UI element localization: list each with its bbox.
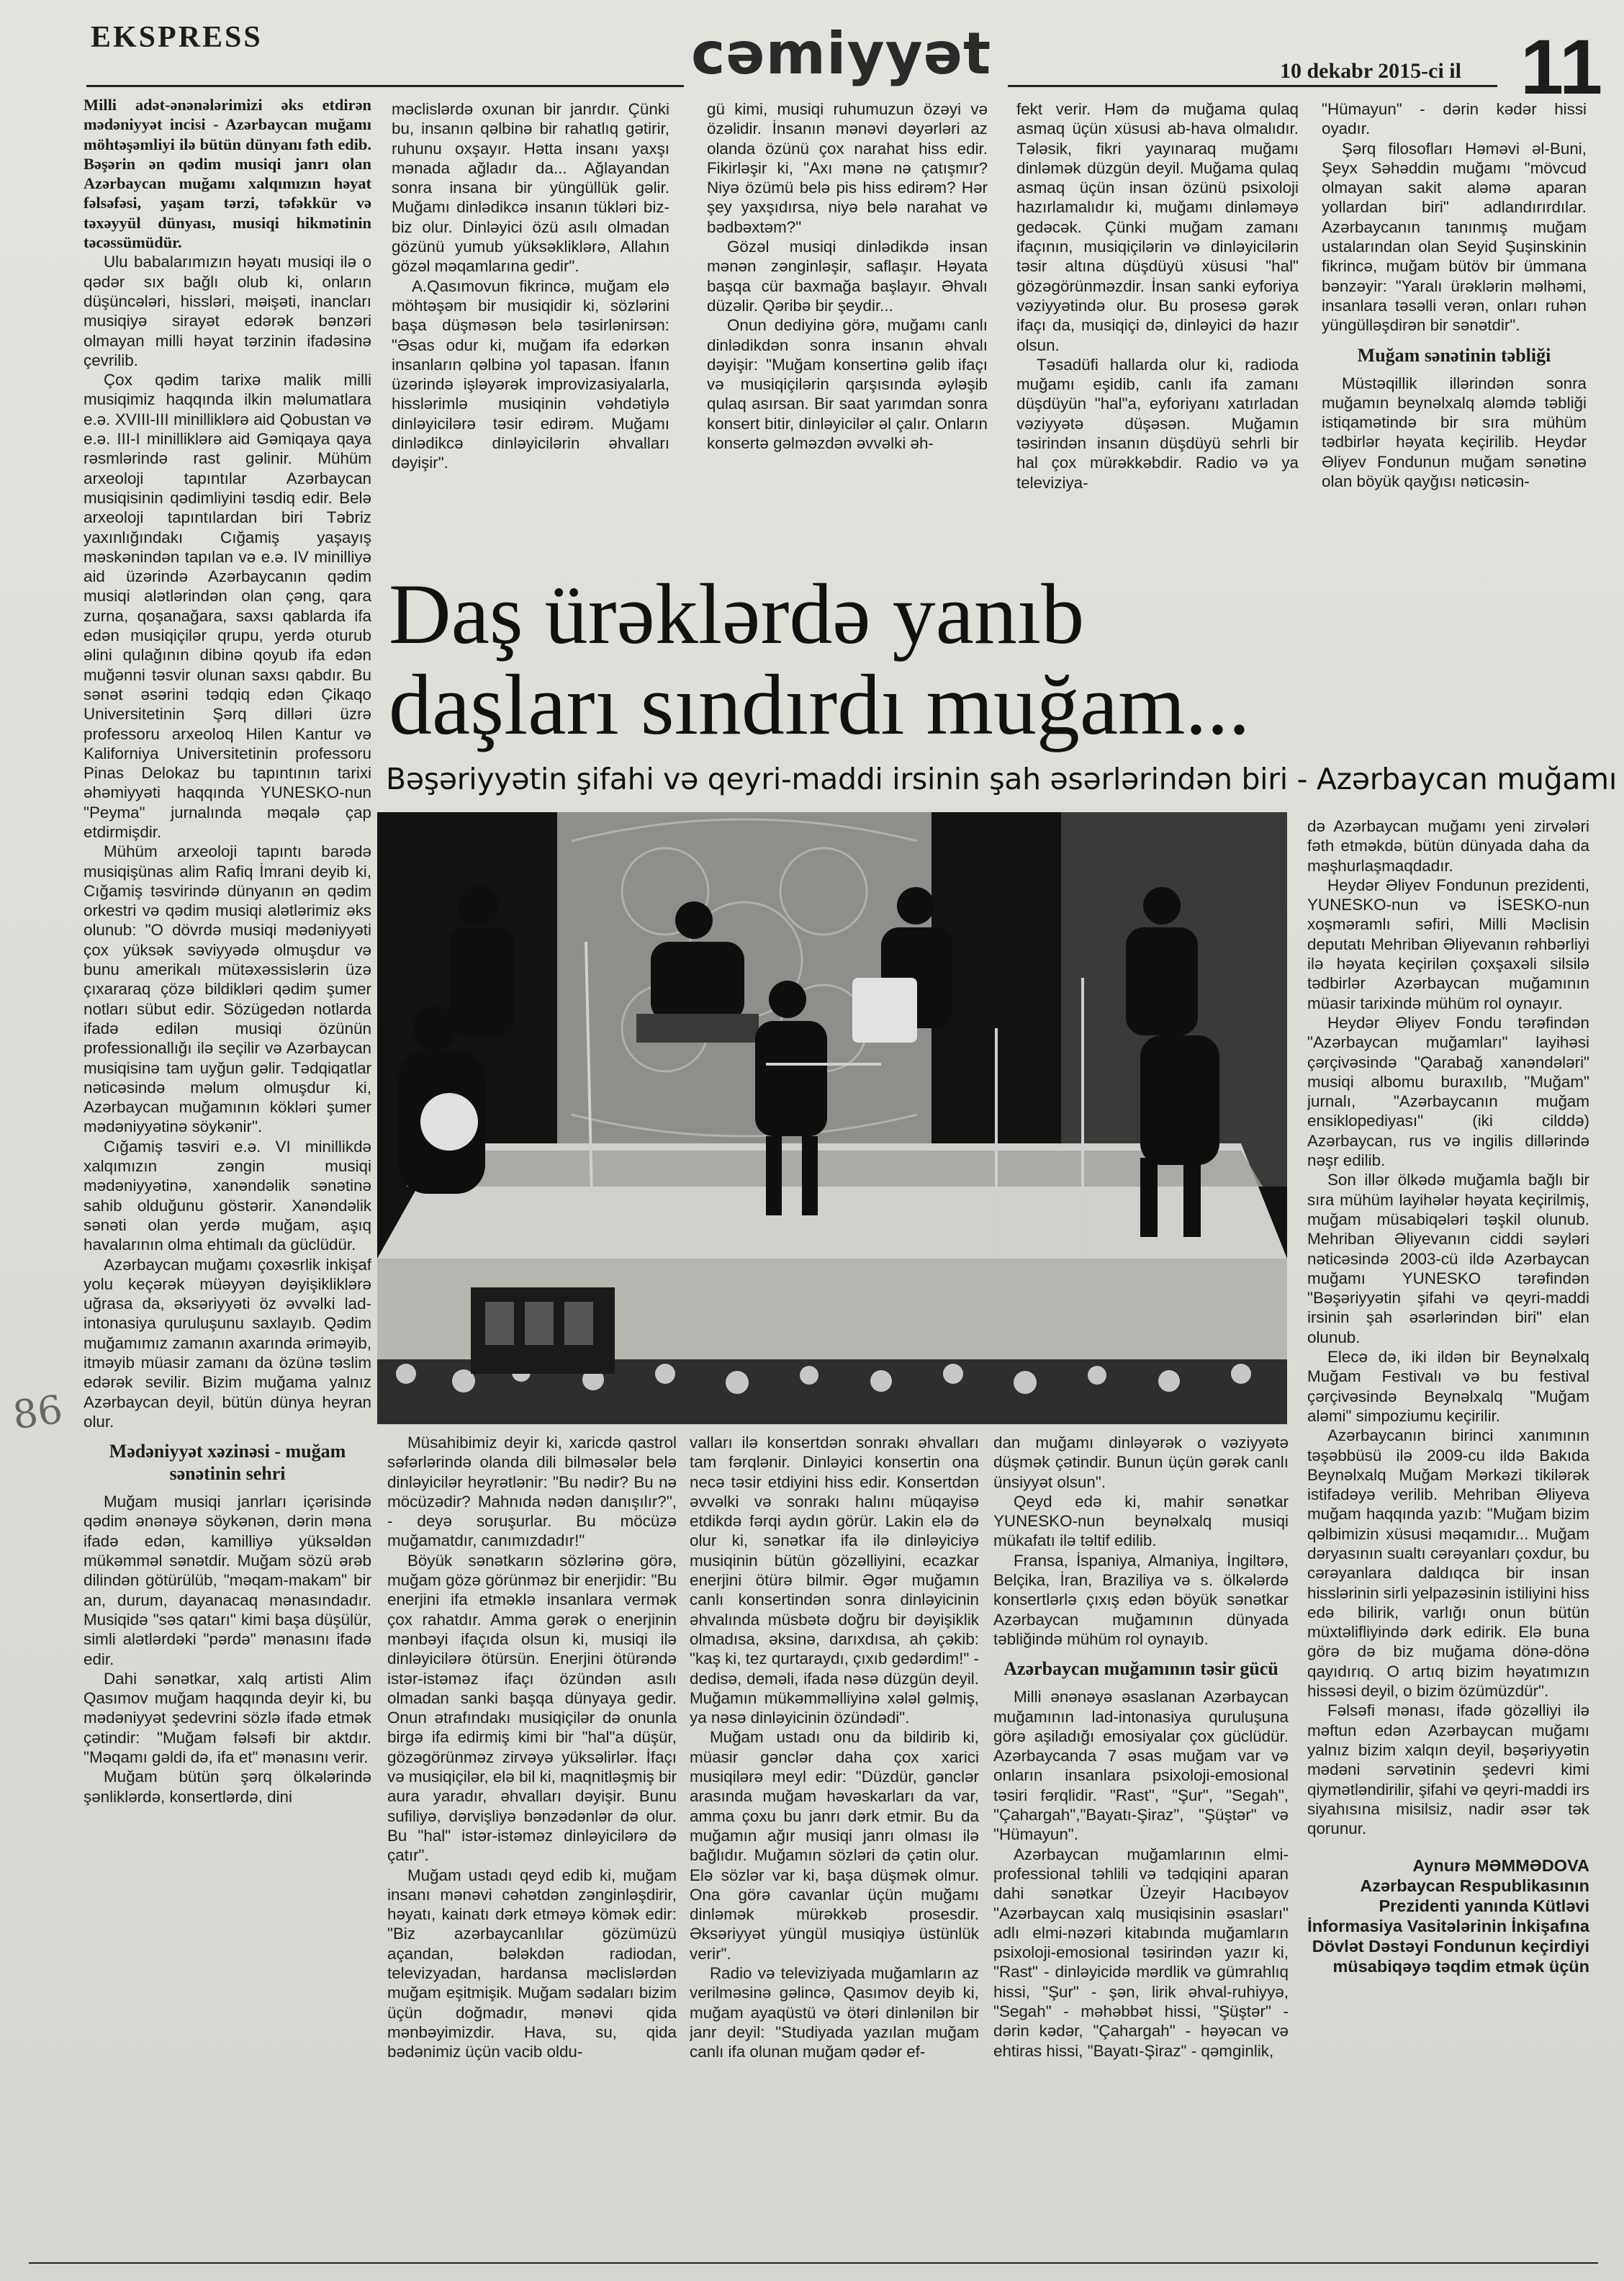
paragraph: Azərbaycanın birinci xanımının təşəbbüsü ilə 2009-cu ildə Bakıda Beynəlxalq Muğam Mərkəzi tikilərək istifadəyə verilib. Mehriban Əliyeva muğam haqqında yazıb: "Muğam bizim qəlbimizin xüsusi məqamıdır... Muğam dəryasının sualtı cərəyanları çoxdur, bu cərəyanlara daldıqca bir insan hisslərinin sirli yelpazəsinin istiliyini hiss edə bilirik, varlığı onun bütün müxtəlifliyində dərk edirik. Elə buna görə də biz muğama dönə-dönə qayıdırıq. O artıq bizim həyatımızın hissəsi deyil, o bizim özümüzdür". xyxy=(1307,1426,1589,1701)
column-5-bottom xyxy=(1307,816,1589,2254)
paragraph: Çox qədim tarixə malik milli musiqimiz haqqında ilkin məlumatlara e.ə. XVIII-III minilliklərə aid Qobustan və e.ə. III-I minilliklərə aid Gəmiqaya qaya rəsmlərində rast gəlinir. Mühüm arxeoloji tapıntılar Azərbaycan musiqisinin qədimliyini təsdiq edir. Belə arxeoloji tapıntılardan biri Təbriz yaxınlığındakı Cığamiş yaşayış məskənindən tapılan və e.ə. IV minilliyə aid üzərində Azərbaycanın qədim musiqi alətlərindən olan çəng, qara zurna, qoşanağara, saxsı qablarda ifa edən musiqiçilər qrupu, yerdə oturub əlini qulağının dibinə qoyub ifa edən muğənni təsvir olunan saxsı qabdır. Bu sənət əsərini tədqiq edən Çikaqo Universitetinin Şərq dilləri üzrə professoru arxeoloq Hilen Kantur və Kaliforniya Universitetinin professoru Pinas Delokaz bu tapıntının tarixi əhəmiyyəti haqqında YUNESKO-nun "Peyma" jurnalında məqalə çap etdirmişdir. xyxy=(84,371,371,841)
column-4-bottom xyxy=(993,1433,1289,2254)
header-rule-right xyxy=(1008,85,1497,87)
paragraph: Radio və televiziyada muğamların az verilməsinə gəlincə, Qasımov deyib ki, muğam ayaqüstü və ötəri dinlənilən bir janr deyil: "Studiyada yazılan muğam canlı ifa olunan muğam qədər ef- xyxy=(690,1964,979,2061)
paragraph: Mühüm arxeoloji tapıntı barədə musiqişünas alim Rafiq İmrani deyib ki, Cığamiş təsvirində dünyanın ən qədim orkestri və qədim musiqi alətlərimiz əks olunub: "O dövrdə musiqi mədəniyyəti çox yüksək səviyyədə olmuşdur və bunu amerikalı mütəxəssislərin üzə çıxararaq çözə bildikləri qədim şumer notları sübut edir. Sözügedən notlarda ifadə edilən musiqi özünün professionallığı ilə seçilir və Azərbaycan musiqisinə tam uyğun gəlir. Tədqiqatlar nəticəsində məlum olmuşdur ki, Azərbaycan muğamının kökləri şumer mədəniyyətinə söykənir". xyxy=(84,842,371,1136)
subheading: Mədəniyyət xəzinəsi - muğam sənətinin sehri xyxy=(109,1441,346,1485)
paragraph: Dahi sənətkar, xalq artisti Alim Qasımov muğam haqqında deyir ki, bu mədəniyyət şedevrini sözlə ifadə etmək çətindir: "Muğam fəlsəfi bir aktdır. "Məqamı gəldi də, ifa et" mənasını verir. xyxy=(84,1669,371,1767)
paragraph: məclislərdə oxunan bir janrdır. Çünki bu, insanın qəlbinə bir rahatlıq gətirir, ruhunu oxşayır. Həttа insanı yaxşı mənada ağladır da... Ağlayandan sonra insana bir yüngüllük gəlir. Muğamı dinlədikcə insanın tükləri biz-biz olur. Dinləyici özü asılı olmadan gözünü yumub yüksəkliklərə, Allahın gözəl məqamlarına gedir". xyxy=(392,100,669,276)
col1-body-2 xyxy=(84,1492,371,1807)
page-number: 11 xyxy=(1520,23,1603,110)
paragraph: Fransa, İspaniya, Almaniya, İngiltərə, Belçika, İran, Braziliya və s. ölkələrdə konsertlərlə çıxış edən böyük sənətkar Azərbaycan muğamının dünyada təbliğində mühüm rol oynayıb. xyxy=(993,1551,1289,1648)
paragraph: Müsahibimiz deyir ki, xaricdə qastrol səfərlərində olanda dili bilməsələr belə dinləyicilər heyrətlənir: "Bu nədir? Bu nə möcüzədir? Mahnıda nədən danışılır?", - deyə soruşurlar. Bu möcüzə muğamatdır, canımızdadır!" xyxy=(387,1434,677,1550)
paragraph: Muğam ustadı onu da bildirib ki, müasir gənclər daha çox xarici musiqilərə meyl edir: "Düzdür, gənclər arasında muğam həvəskarları da var, amma çoxu bu janrı dərk etmir. Bu da muğamın ağır musiqi janrı olması ilə bağlıdır. Muğamın sözləri də çətin olur. Elə sözlər var ki, başa düşmək olmur. Ona görə cavanlar üçün muğamı dinləmək mürəkkəb prosesdir. Əksəriyyət yüngül musiqiyə üstünlük verir". xyxy=(690,1728,979,1963)
author-credit: Azərbaycan Respublikasının Prezidenti yanında Kütləvi İnformasiya Vasitələrinin İnkişafına Dövlət Dəstəyi Fondunun keçirdiyi müsabiqəyə təqdim etmək üçün xyxy=(1307,1876,1589,1976)
column-5-top xyxy=(1322,99,1587,589)
paragraph: valları ilə konsertdən sonrakı əhvalları tam fərqlənir. Dinləyici konsertin ona necə təsir etdiyini hiss edir. Konsertdən əvvəlki və sonrakı halını müqayisə etdikdə fərqi aydın görür. Lakin elə də olur ki, sənətkar ifa ilə dinləyiciyə musiqinin bütün gözəlliyini, ecazkar enerjini ötürə bilmir. Əgər muğamın canlı konsertindən sonra dinləyicinin əhvalında müsbətə doğru bir dəyişiklik olmadısa, əksinə, darıxdısa, ah çəkib: "kaş ki, tez qurtaraydı, çıxıb gedərdim!" - dedisə, deməli, ifada nəsə düzgün deyil. Muğamın mükəmməlliyinə xələl gəlmiş, ya nəsə dinləyicinin özündədi". xyxy=(690,1434,979,1727)
paragraph: gü kimi, musiqi ruhumuzun özəyi və özəlidir. İnsanın mənəvi dəyərləri az olanda özünü çox narahat hiss edir. Fikirləşir ki, "Axı mənə nə çatışmır? Niyə özümü belə pis hiss edirəm? Hər şey yaxşıdırsa, niyə belə narahat və bədbəxtəm?" xyxy=(707,100,988,236)
paragraph: də Azərbaycan muğamı yeni zirvələri fəth etməkdə, bütün dünyada daha da məşhurlaşmaqdadır. xyxy=(1307,817,1589,875)
paragraph: Cığamiş təsviri e.ə. VI minillikdə xalqımızın zəngin musiqi mədəniyyətinə, xanəndəlik sənətinə sahib olduğunu göstərir. Xanəndəlik sənəti olan yerdə muğam, aşıq havalarının olma ehtimalı da güclüdür. xyxy=(84,1137,371,1254)
drum xyxy=(852,978,917,1043)
article-subtitle: Bəşəriyyətin şifahi və qeyri-maddi irsinin şah əsərlərindən biri - Azərbaycan muğamı xyxy=(386,762,1617,796)
paper-name: EKSPRESS xyxy=(91,21,263,54)
paragraph: Milli ənənəyə əsaslanan Azərbaycan muğamının lad-intonasiya quruluşuna görə aşiladığı emosiyalar çox güclüdür. Azərbaycanda 7 əsas muğam var və onların insanlara psixoloji-emosional təsiri fərqlidir. "Rast", "Şur", "Segah", "Çahargah","Bayatı-Şiraz", "Şüştər" və "Hümayun". xyxy=(993,1688,1289,1844)
paragraph: fekt verir. Həm də muğama qulaq asmaq üçün xüsusi ab-hava olmalıdır. Tələsik, fikri yayınaraq muğamı dinləmək düzgün deyil. Muğama qulaq asmaq üçün insan özünü psixoloji hazırlamalıdır ki, muğamı dinləməyə gedəcək. Çünki muğam zamanı ifaçının, musiqiçilərin və dinləyicilərin təsir altına düşdüyü xüsusi "hal" gözəgörünməzdir. İnsan sanki eyforiya vəziyyətində olur. Bu prosesə gərək ifaçı da, musiqiçi də, dinləyici də hazır olsun. xyxy=(1016,100,1299,354)
paragraph: Təsadüfi hallarda olur ki, radioda muğamı eşidib, canlı ifa zamanı düşdüyün "hal"a, eyforiyanı xatırladan vəziyyətə düşəsən. Muğamın təsirindən insanın düşdüyü sehrli bir hal çox mürəkkəbdir. Radio və ya televiziya- xyxy=(1016,355,1299,492)
bottom-rule xyxy=(29,2262,1598,2264)
column-3-bottom xyxy=(690,1433,979,2254)
article-signature xyxy=(1307,1855,1589,1976)
headline-line-2: daşları sındırdı muğam... xyxy=(389,657,1250,752)
subheading: Muğam sənətinin təbliği xyxy=(1357,344,1551,366)
frame-drum xyxy=(420,1093,478,1151)
subheading: Azərbaycan muğamının təsir gücü xyxy=(1003,1658,1278,1680)
column-3-top xyxy=(707,99,988,560)
musicians-photo xyxy=(377,812,1287,1424)
paragraph: Gözəl musiqi dinlədikdə insan mənən zənginləşir, saflaşır. Həyata başqa cür baxmağa başlayır. Əhvalı düzəlir. Qəribə bir şeydir... xyxy=(707,238,988,315)
paragraph: Qeyd edə ki, mahir sənətkar YUNESKO-nun beynəlxalq musiqi mükafatı ilə təltif edilib. xyxy=(993,1492,1289,1550)
column-4-top xyxy=(1016,99,1299,560)
paragraph: Elecə də, iki ildən bir Beynəlxalq Muğam Festivalı və bu festival çərçivəsində Beynəlxalq "Muğam aləmi" simpoziumu keçirilir. xyxy=(1307,1348,1589,1425)
paragraph: Onun dediyinə görə, muğamı canlı dinlədikdən sonra insanın əhvalı dəyişir: "Muğam konsertinə gəlib ifaçı və musiqiçilərin qarşısında əyləşib qulaq asırsan. Bir saat yarımdan sonra konsert bitir, dinləyicilər əl çalır. Onların konsertə gəlməzdən əvvəlki əh- xyxy=(707,316,988,453)
paragraph: "Hümayun" - dərin kədər hissi oyadır. xyxy=(1322,100,1587,138)
paragraph: Fəlsəfi mənası, ifadə gözəlliyi ilə məftun edən Azərbaycan muğamı yalnız bizim xalqın deyil, bəşəriyyətin mədəni sərvətinin şedevri kimi qiymətləndirilir, şifahi və qeyri-maddi irs siyahısına misilsiz, nadir əsər tək qorunur. xyxy=(1307,1701,1589,1838)
header-rule-left xyxy=(86,85,684,87)
column-1 xyxy=(84,95,371,2255)
headline-line-1: Daş ürəklərdə yanıb xyxy=(389,566,1085,662)
handwritten-page-note: 86 xyxy=(9,1386,66,1439)
paragraph: Müstəqillik illərindən sonra muğamın beynəlxalq aləmdə təbliği istiqamətində bir sıra mühüm tədbirlər həyata keçirilib. Heydər Əliyev Fondunun muğam sənətinə olan böyük qayğısı nəticəsin- xyxy=(1322,374,1587,491)
paragraph: Muğam ustadı qeyd edib ki, muğam insanı mənəvi cəhətdən zənginləşdirir, həyatı, kainatı dərk etməyə kömək edir: "Biz azərbaycanlılar gözümüzü açandan, bələkdən radiodan, televizyadan, hardansa məclislərdən muğam eşitmişik. Muğam sədaları bizim üçün doğmadır, mənəvi qida mənbəyimizdir. Hava, su, qida bədənimiz üçün vacib oldu- xyxy=(387,1866,677,2061)
paragraph: Azərbaycan muğamlarının elmi-professional təhlili və tədqiqini aparan dahi sənətkar Üzeyir Hacıbəyov "Azərbaycan xalq musiqisinin əsasları" adlı elmi-nəzəri kitabında muğamların psixoloji-emosional təsirindən yazır ki, "Rast" - dinləyicidə mərdlik və gümrahlıq hissi, "Şur" - şən, lirik əhval-ruhiyyə, "Segah" - məhəbbət hissi, "Şüştər" - dərin kədər, "Çahargah" - həyəcan və ehtiras hissi, "Bayatı-Şiraz" - qəmginlik, xyxy=(993,1845,1289,2060)
paragraph: Heydər Əliyev Fondunun prezidenti, YUNESKO-nun və İSESKO-nun xoşməramlı səfiri, Milli Məclisin deputatı Mehriban Əliyevanın rəhbərliyi ilə həyata keçirilən çoxşaxəli silsilə tədbirlər Azərbaycan muğamının müasir tarixində mühüm rol oynayır. xyxy=(1307,876,1589,1012)
col1-body xyxy=(84,252,371,1431)
paragraph: A.Qasımovun fikrincə, muğam elə möhtəşəm bir musiqidir ki, sözlərini başa düşməsən belə təsirlənirsən: "Əsas odur ki, muğam ifa edərkən insanların qəlbinə yol tapasan. İfanın üzərində işləyərək improvizasiyalarla, hisslərimlə musiqinin vəhdətiylə dinləyicilərə təsir edirəm. Muğamı dinlədikcə dinləyicilərin əhvalları dəyişir". xyxy=(392,276,669,472)
article-headline xyxy=(389,566,1250,752)
column-2-top xyxy=(392,99,669,560)
section-title: cəmiyyət xyxy=(691,20,992,87)
paragraph: Muğam musiqi janrları içərisində qədim ənənəyə söykənən, dərin məna ifadə edən, kamilliyə yüksəldən mükəmməl sənətdir. Muğam sözü ərəb dilindən götürülüb, "məqam-makam" bir an, durum, dayanacaq mənasındadır. Musiqidə "səs qatarı" kimi başa düşülür, simli alətlərdəki "pərdə" mənasını ifadə edir. xyxy=(84,1493,371,1668)
paragraph: Heydər Əliyev Fondu tərəfindən "Azərbaycan muğamları" layihəsi çərçivəsində "Qarabağ xanəndələri" musiqi albomu buraxılıb, "Muğam" jurnalı, "Azərbaycanın muğam ensiklopediyası" (iki cilddə) Azərbaycan, rus və ingilis dillərində nəşr edilib. xyxy=(1307,1013,1589,1170)
column-2-bottom xyxy=(387,1433,677,2254)
lead-paragraph: Milli adət-ənənələrimizi əks etdirən mədəniyyət incisi - Azərbaycan muğamı möhtəşəmliyi ilə bütün dünyanı fəth edib. Bəşərin ən qədim musiqi janrı olan Azərbaycan muğamı xalqımızın həyat fəlsəfəsi, yaşam tərzi, təfəkkür və təxəyyül dünyası, musiqi hikmətinin təcəssümüdür. xyxy=(84,96,371,252)
paragraph: Son illər ölkədə muğamla bağlı bir sıra mühüm layihələr həyata keçirilmiş, muğam müsabiqələri təşkil olunub. Mehriban Əliyevanın ciddi səyləri nəticəsində 2003-cü ildə Azərbaycan muğamı YUNESKO tərəfindən "Bəşəriyyətin şifahi və qeyri-maddi irsinin şah əsərlərindən biri" elan olunub. xyxy=(1307,1171,1589,1346)
author-name: Aynurə MƏMMƏDOVA xyxy=(1412,1856,1589,1876)
paragraph: Böyük sənətkarın sözlərinə görə, muğam gözə görünməz bir enerjidir: "Bu enerjini ifa etməklə insanlara vermək çox rahatdır. Amma gərək o enerjinin mənbəyi ifaçıda olsun ki, musiqi ilə dinləyicilərə ötürsün. Enerjini ötürəndə istər-istəməz ifaçı özündən asılı olmadan sanki başqa dünyaya gedir. Onun ətrafındakı musiqiçilər də onunla birgə ifa edirmiş kimi bir "hal"a düşür, gözəgörünməz zirvəyə yüksəlirlər. İfaçı və musiqiçilər, elə bil ki, maqnitləşmiş bir aura yaradır, əhvalları dəyişir. Bunu sufiliyə, dərvişliyə bənzədənlər də olur. Bu "hal" istər-istəməz dinləyicilərə də çatır". xyxy=(387,1551,677,1865)
paragraph: Ulu babalarımızın həyatı musiqi ilə o qədər sıx bağlı olub ki, onların düşüncələri, hissləri, məişəti, inancları musiqiyə sirayət edərək bənzəri olmayan milli həyat tərzinin ifadəsinə çevrilib. xyxy=(84,253,371,369)
stage-illustration xyxy=(377,812,1287,1424)
issue-date: 10 dekabr 2015-ci il xyxy=(1280,59,1461,83)
paragraph: Azərbaycan muğamı çoxəsrlik inkişaf yolu keçərək müəyyən dəyişikliklərə uğrasa da, əksəriyyəti öz əvvəlki lad-intonasiya quruluşunu saxlayıb. Qədim muğamımız zamanın axarında əriməyib, itməyib müasir zamanı da özünə təslim edərək sevilir. Bizim muğama yalnız Azərbaycan deyil, bütün dünya heyran olur. xyxy=(84,1255,371,1431)
paragraph: Muğam bütün şərq ölkələrində şənliklərdə, konsertlərdə, dini xyxy=(84,1768,371,1806)
paragraph: Şərq filosofları Həməvi əl-Buni, Şeyx Səhəddin muğamı "mövcud olmayan sakit aləmə aparan yollardan biri" adlandırırdılar. Azərbaycanın tanınmış muğam ustalarından olan Seyid Şuşinskinin fikrincə, muğam bütöv bir ümmana bənzəyir: "Yaralı ürəklərin məlhəmi, insanlara təsəlli verən, onları ruhən yüngülləşdirən bir sənətdir". xyxy=(1322,139,1587,335)
paragraph: dan muğamı dinləyərək o vəziyyətə düşmək çətindir. Bunun üçün gərək canlı ünsiyyət olsun". xyxy=(993,1434,1289,1491)
